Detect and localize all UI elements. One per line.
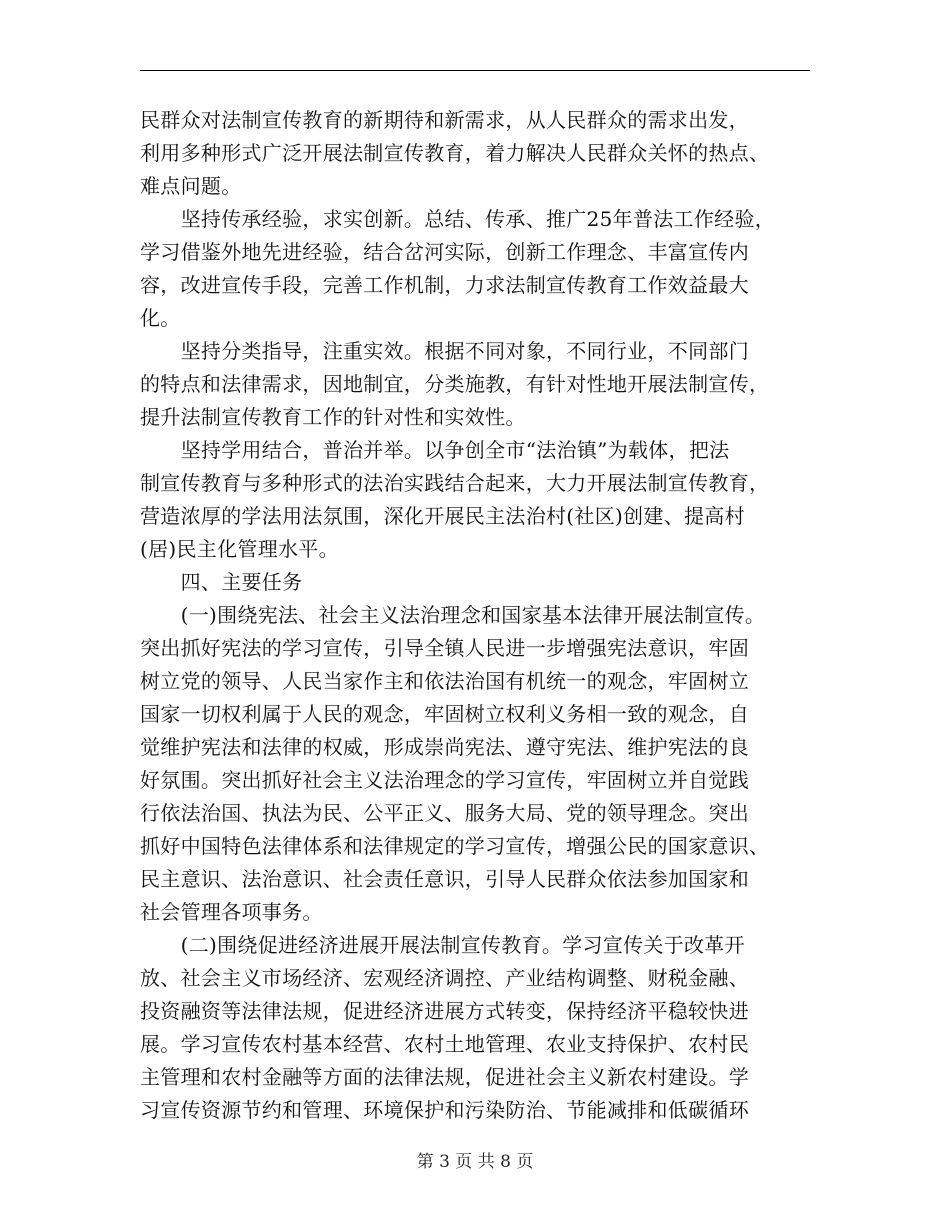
document-body <box>140 104 830 1127</box>
header-rule <box>140 70 810 71</box>
text-line: 提升法制宣传教育工作的针对性和实效性。 <box>140 405 526 429</box>
text-line: 学习借鉴外地先进经验，结合岔河实际，创新工作理念、丰富宣传内 <box>140 240 749 264</box>
text-line: 难点问题。 <box>140 174 242 198</box>
text-line: 的特点和法律需求，因地制宜，分类施教，有针对性地开展法制宣传， <box>140 372 770 396</box>
text-line: 展。学习宣传农村基本经营、农村土地管理、农业支持保护、农村民 <box>140 1032 749 1056</box>
text-line: 国家一切权利属于人民的观念，牢固树立权利义务相一致的观念，自 <box>140 702 749 726</box>
text-line: 好氛围。突出抓好社会主义法治理念的学习宣传，牢固树立并自觉践 <box>140 768 749 792</box>
text-line: 化。 <box>140 306 181 330</box>
text-line: 突出抓好宪法的学习宣传，引导全镇人民进一步增强宪法意识，牢固 <box>140 636 749 660</box>
text-line: 觉维护宪法和法律的权威，形成崇尚宪法、遵守宪法、维护宪法的良 <box>140 735 749 759</box>
text-line: 社会管理各项事务。 <box>140 900 323 924</box>
text-line: 利用多种形式广泛开展法制宣传教育，着力解决人民群众关怀的热点、 <box>140 141 770 165</box>
page-footer: 第 3 页 共 8 页 <box>416 1152 534 1172</box>
text-line: 抓好中国特色法律体系和法律规定的学习宣传，增强公民的国家意识、 <box>140 834 770 858</box>
text-line: 坚持分类指导，注重实效。根据不同对象，不同行业，不同部门 <box>140 339 749 363</box>
text-line: 投资融资等法律法规，促进经济进展方式转变，保持经济平稳较快进 <box>140 999 749 1023</box>
text-line: (居)民主化管理水平。 <box>140 537 339 561</box>
text-line: 容，改进宣传手段，完善工作机制，力求法制宣传教育工作效益最大 <box>140 273 749 297</box>
text-line: 民主意识、法治意识、社会责任意识，引导人民群众依法参加国家和 <box>140 867 749 891</box>
text-line: 营造浓厚的学法用法氛围，深化开展民主法治村(社区)创建、提高村 <box>140 504 745 528</box>
text-line: 制宣传教育与多种形式的法治实践结合起来，大力开展法制宣传教育， <box>140 471 770 495</box>
text-line: 行依法治国、执法为民、公平正义、服务大局、党的领导理念。突出 <box>140 801 749 825</box>
text-line: 树立党的领导、人民当家作主和依法治国有机统一的观念，牢固树立 <box>140 669 749 693</box>
text-line: 四、主要任务 <box>140 570 303 594</box>
text-line: 民群众对法制宣传教育的新期待和新需求，从人民群众的需求出发， <box>140 108 749 132</box>
text-line: (二)围绕促进经济进展开展法制宣传教育。学习宣传关于改革开 <box>140 933 745 957</box>
text-line: 主管理和农村金融等方面的法律法规，促进社会主义新农村建设。学 <box>140 1065 749 1089</box>
text-line: 放、社会主义市场经济、宏观经济调控、产业结构调整、财税金融、 <box>140 966 749 990</box>
text-line: 坚持传承经验，求实创新。总结、传承、推广25年普法工作经验， <box>140 207 776 231</box>
text-line: 坚持学用结合，普治并举。以争创全市“法治镇”为载体，把法 <box>140 438 730 462</box>
text-line: 习宣传资源节约和管理、环境保护和污染防治、节能减排和低碳循环 <box>140 1098 749 1122</box>
text-line: (一)围绕宪法、社会主义法治理念和国家基本法律开展法制宣传。 <box>140 603 766 627</box>
